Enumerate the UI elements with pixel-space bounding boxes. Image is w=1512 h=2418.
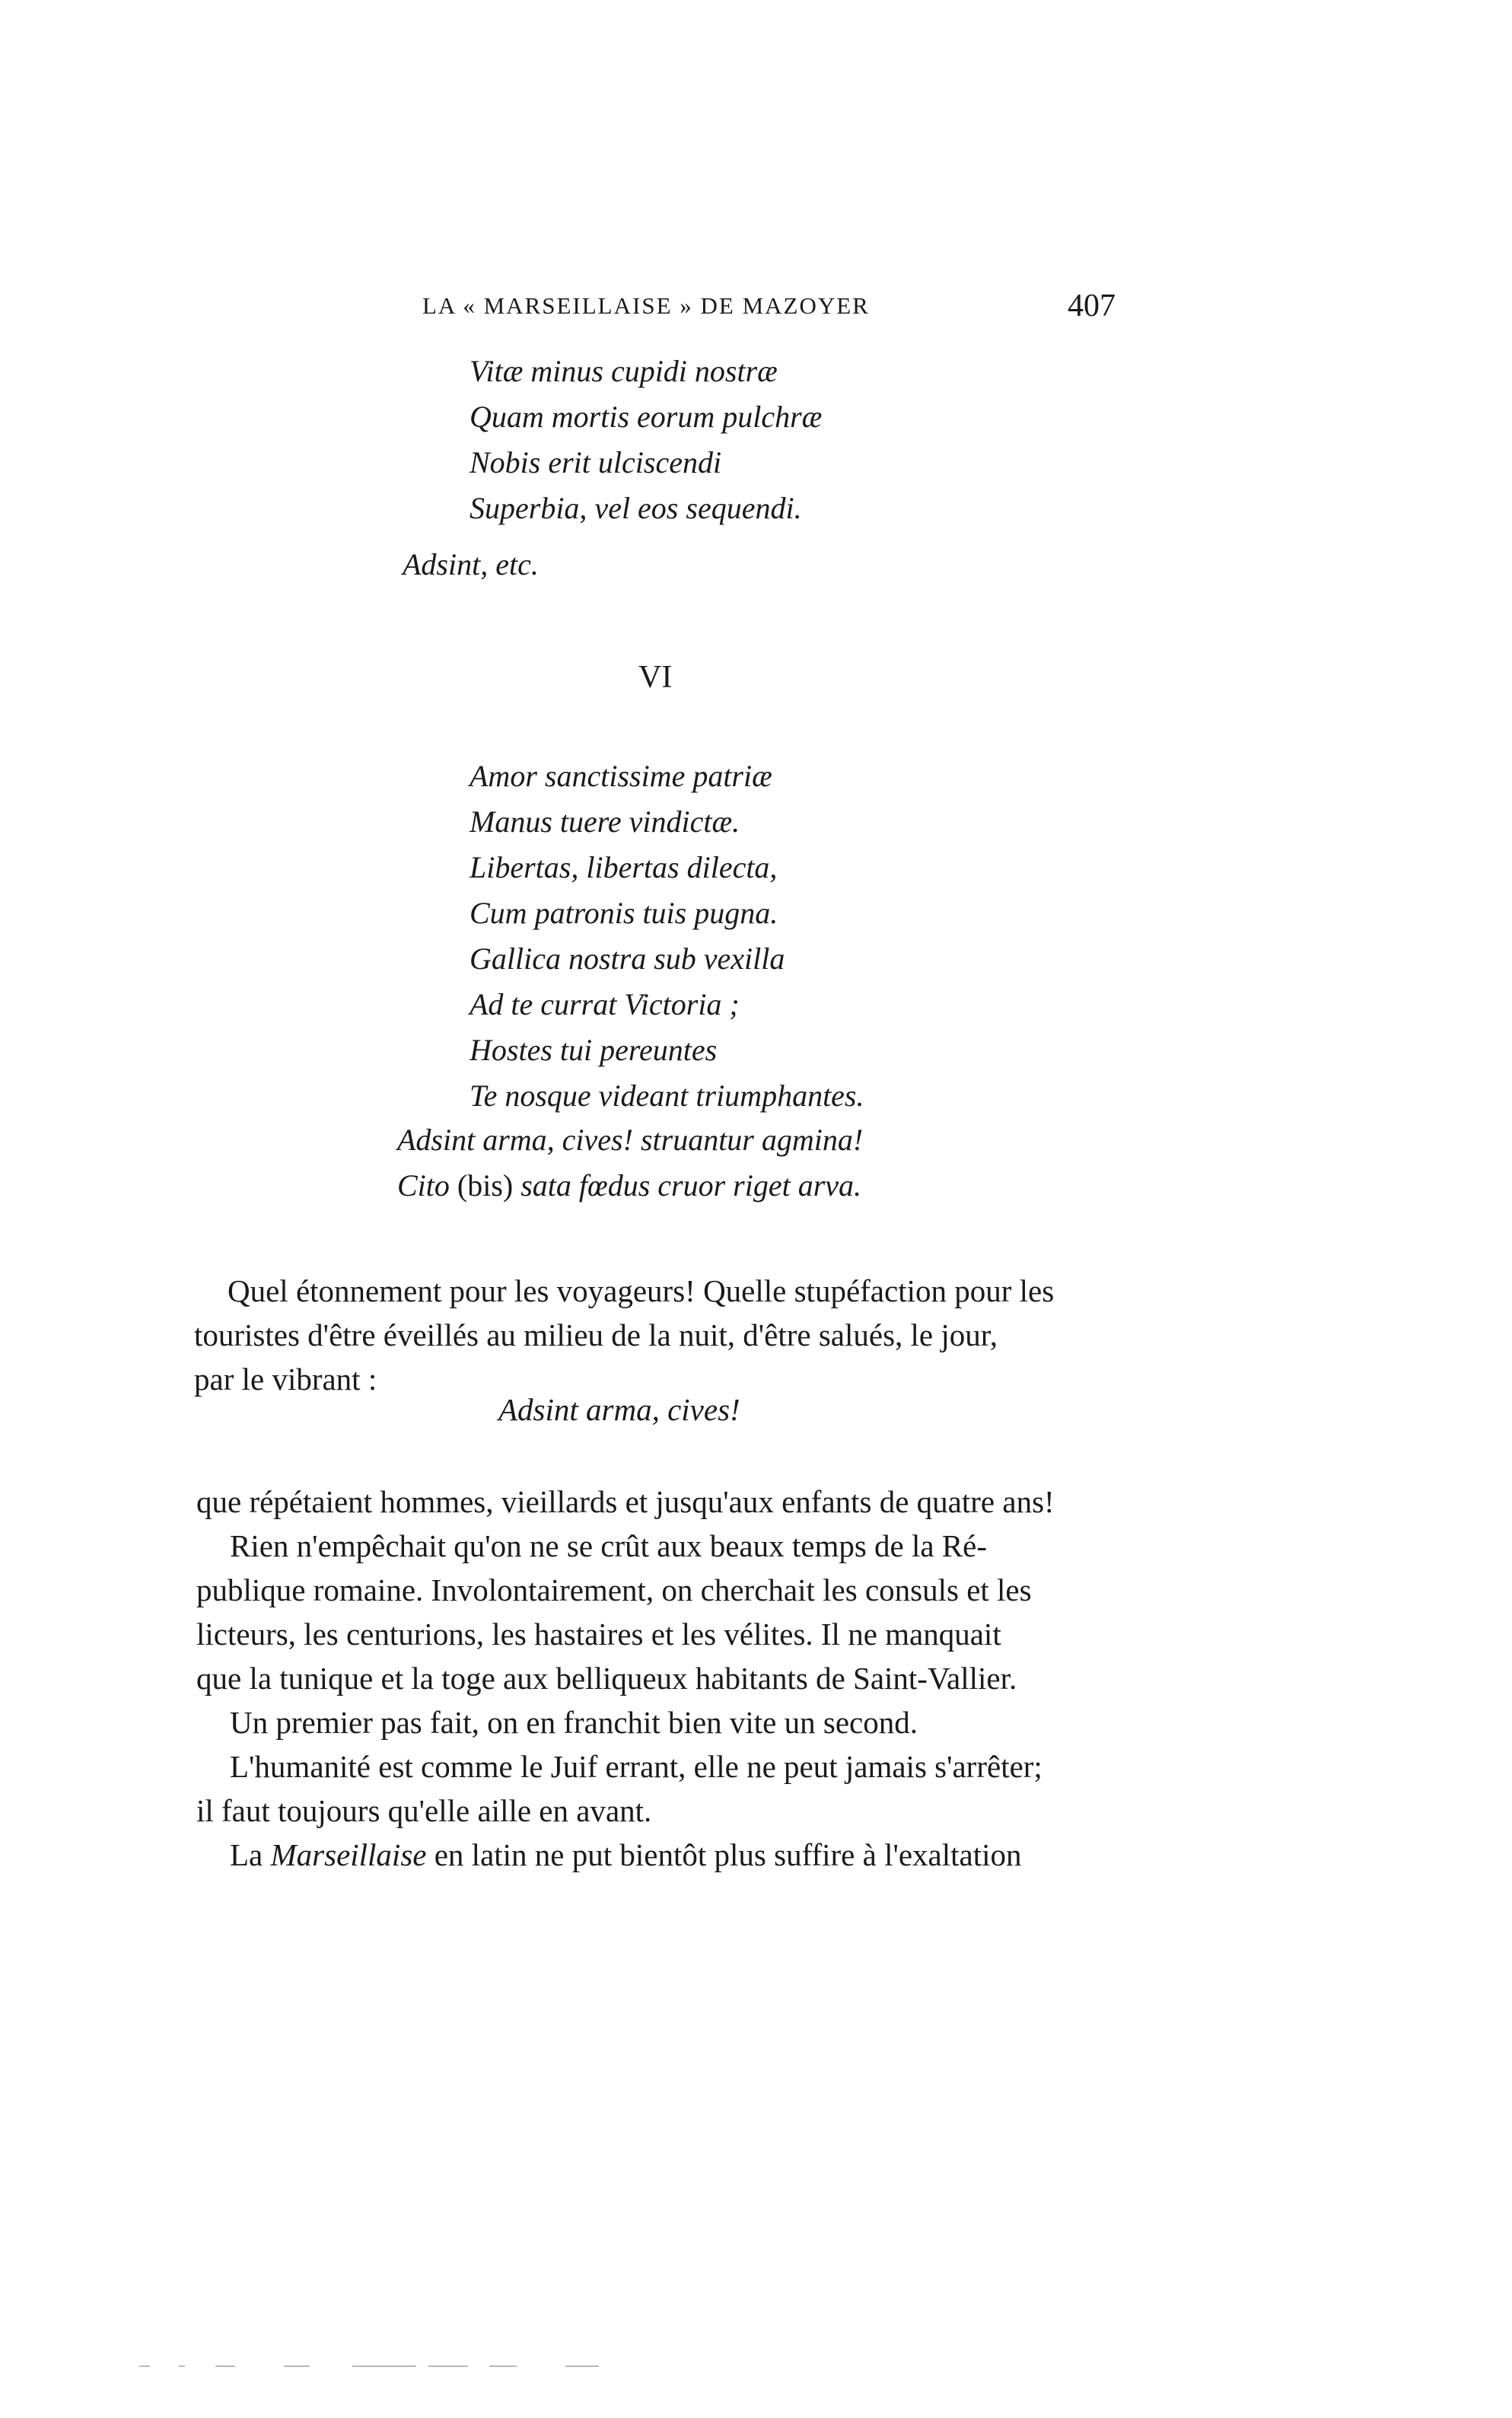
stanza-number: VI (638, 660, 673, 695)
chorus-line (397, 1163, 863, 1209)
verse-line: Hostes tui pereuntes (470, 1033, 718, 1067)
chorus-line: Adsint arma, cives! struantur agmina! (397, 1123, 864, 1157)
prose-line: par le vibrant : (194, 1362, 377, 1397)
prose-line: Un premier pas fait, on en franchit bien vite un second. (230, 1705, 918, 1740)
refrain-line: Adsint, etc. (403, 547, 539, 581)
chorus-bis: (bis) (457, 1168, 514, 1203)
prose-line: publique romaine. Involontairement, on cherchait les consuls et les (196, 1572, 1032, 1607)
chorus-word: Cito (397, 1168, 450, 1203)
prose-line: que répétaient hommes, vieillards et jusqu'aux enfants de quatre ans! (196, 1484, 1055, 1519)
verse-line: Gallica nostra sub vexilla (470, 941, 785, 976)
verse-line: Ad te currat Victoria ; (470, 987, 740, 1021)
prose-line: L'humanité est comme le Juif errant, elle ne peut jamais s'arrêter; (230, 1749, 1042, 1784)
paragraph-5 (230, 1833, 1022, 1877)
verse-line: Quam mortis eorum pulchræ (470, 400, 823, 434)
stanza-end-verse (470, 349, 822, 531)
verse-line: Cum patronis tuis pugna. (470, 896, 778, 930)
verse-line: Te nosque videant triumphantes. (470, 1078, 864, 1113)
verse-line: Amor sanctissime patriæ (470, 759, 772, 793)
running-title: LA « MARSEILLAISE » DE MAZOYER (422, 292, 870, 319)
prose-line: que la tunique et la toge aux belliqueux habitants de Saint-Vallier. (196, 1661, 1017, 1696)
prose-line: licteurs, les centurions, les hastaires et les vélites. Il ne manquait (196, 1617, 1001, 1652)
prose-line: touristes d'être éveillés au milieu de la nuit, d'être salués, le jour, (194, 1317, 998, 1352)
prose-word: en latin ne put bientôt plus suffire à l'exaltation (434, 1837, 1022, 1872)
chorus (397, 1117, 863, 1209)
chorus-rest: sata fœdus cruor riget arva. (520, 1168, 862, 1203)
paragraph-1 (194, 1269, 1055, 1401)
prose-line: Quel étonnement pour les voyageurs! Quelle stupéfaction pour les (228, 1273, 1055, 1308)
paragraph-4 (196, 1744, 1042, 1833)
verse-line: Superbia, vel eos sequendi. (470, 491, 802, 525)
paragraph-1-continued (196, 1480, 1055, 1524)
paragraph-2 (196, 1524, 1032, 1700)
prose-title: Marseillaise (270, 1837, 427, 1872)
stanza-vi-verse (470, 753, 864, 1119)
verse-line: Vitæ minus cupidi nostræ (470, 354, 778, 388)
prose-line (230, 1833, 1022, 1877)
scan-edge-marks (139, 2365, 611, 2370)
quoted-refrain: Adsint arma, cives! (498, 1392, 740, 1427)
prose-line: Rien n'empêchait qu'on ne se crût aux beaux temps de la Ré- (230, 1528, 988, 1563)
paragraph-3 (230, 1700, 918, 1744)
verse-line: Libertas, libertas dilecta, (470, 850, 778, 884)
verse-line: Nobis erit ulciscendi (470, 445, 722, 479)
verse-line: Manus tuere vindictæ. (470, 804, 740, 839)
prose-word: La (230, 1837, 263, 1872)
prose-line: il faut toujours qu'elle aille en avant. (196, 1793, 652, 1828)
page-number: 407 (1068, 288, 1116, 323)
